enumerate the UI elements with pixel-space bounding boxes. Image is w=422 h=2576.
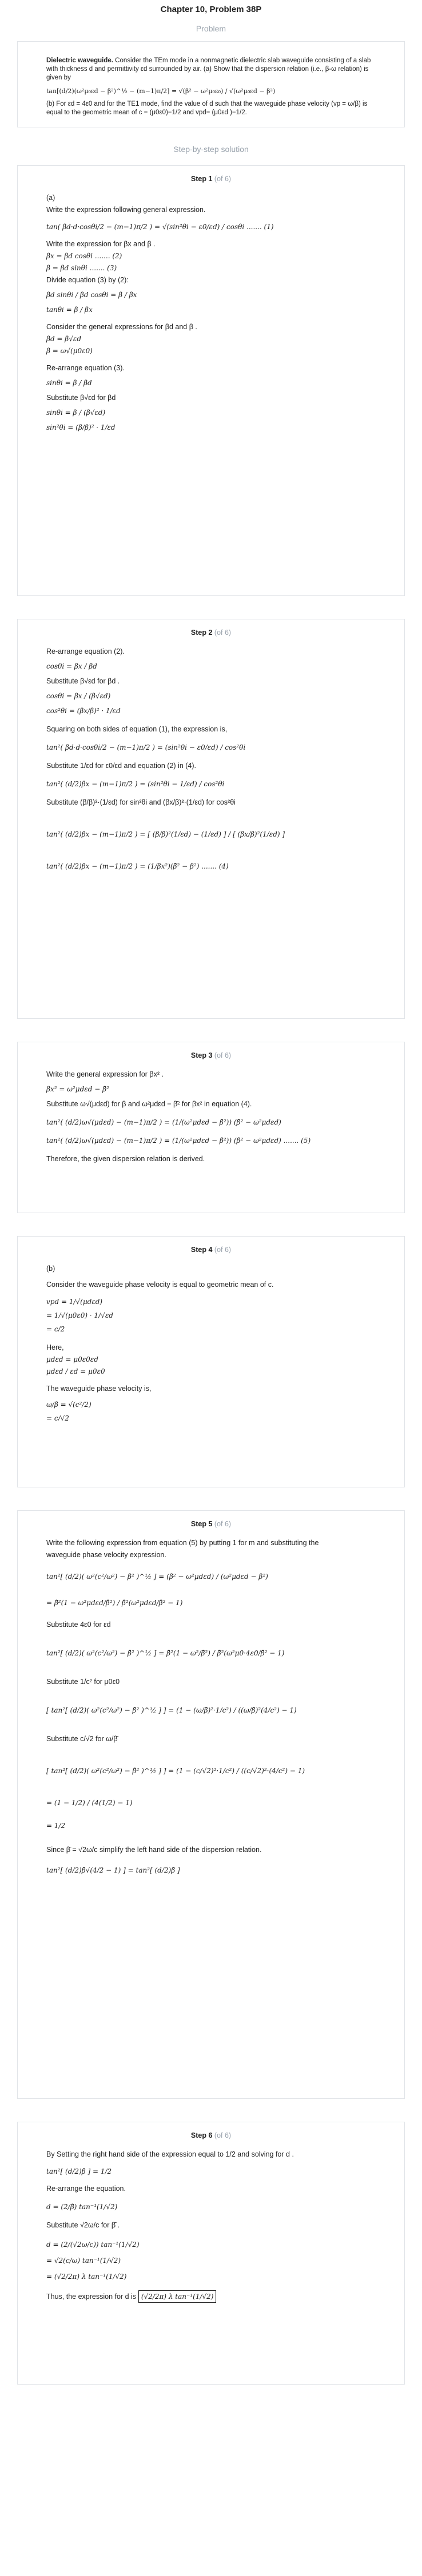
step-6-line: d = (2/(√2ω/c)) tan⁻¹(1/√2) [46,2241,140,2249]
step-2-line: tan²( βd·d·cosθi/2 − (m−1)π/2 ) = (sin²θi − ε0/εd) / cos²θi [46,743,246,751]
step-4-line: μdεd / εd = μ0ε0 [46,1367,105,1375]
step-1-line: β = ω√(μ0ε0) [46,347,93,355]
chapter-title: Chapter 10, Problem 38P [160,5,262,14]
step-4-line: vpd = 1/√(μdεd) [46,1298,103,1306]
step-4-line: = 1/√(μ0ε0) · 1/√εd [46,1311,113,1319]
step-1-line: Consider the general expressions for βd and β . [46,323,197,331]
step-4-label: Step 4 [190,1246,213,1254]
step-5-line: [ tan²[ (d/2)( ω²(c²/ω²) − β̄² )^½ ] ] = (1 − (c/√2)²·1/c²) / ((c/√2)²·(4/c²) − 1) [46,1767,305,1775]
step-2-line: cosθi = βx / (β√εd) [46,692,111,700]
step-2-line: Substitute 1/εd for ε0/εd and equation (2) in (4). [46,762,197,770]
step-1 [17,165,405,596]
step-5-line: = (1 − 1/2) / (4(1/2) − 1) [46,1799,133,1807]
step-1-line: βx = βd cosθi ....... (2) [46,252,122,260]
step-4-title [18,1246,404,1254]
step-1-line: Substitute β√εd for βd [46,394,116,402]
step-1-line: βd sinθi / βd cosθi = β / βx [46,291,137,299]
step-6-of: (of 6) [214,2131,232,2139]
problem-text-b: (b) For εd = 4ε0 and for the TE1 mode, find the value of d such that the waveguide phase velocity (vp = ω/β) is equal to the geometric mean of c = (μ0ε0)−1/2 and vpd= (μ0εd )−1/2. [46,101,368,116]
step-2-label: Step 2 [190,629,213,637]
step-1-line: Divide equation (3) by (2): [46,276,129,284]
problem-equation: tan[(d/2)(ω²μ₀εd − β²)^½ − (m−1)π/2] = √(β² − ω²μ₀ε₀) / √(ω²μ₀εd − β²) [46,87,276,95]
step-5-line: Since β̄ = √2ω/c simplify the left hand side of the dispersion relation. [46,1846,262,1854]
step-6 [17,2122,405,2385]
step-5-line: Substitute 4ε0 for εd [46,1621,111,1629]
step-1-line: βd = β√εd [46,335,82,343]
step-2-line: Substitute β√εd for βd . [46,677,120,685]
step-1-line: sinθi = β / (β√εd) [46,409,106,417]
step-1-line: β = βd sinθi ....... (3) [46,264,117,272]
step-5-label: Step 5 [190,1520,213,1528]
step-1-line: Write the expression for βx and β . [46,240,156,248]
step-1-line: Write the expression following general expression. [46,206,206,214]
step-1-line: sinθi = β / βd [46,379,92,387]
step-5-line: tan²[ (d/2)( ω²(c²/ω²) − β̄² )^½ ] = (β̄² − ω²μdεd) / (ω²μdεd − β̄²) [46,1573,268,1581]
step-4 [17,1236,405,1487]
final-answer-box: (√2/2π) λ tan⁻¹(1/√2) [138,2290,217,2303]
step-1-line: tanθi = β / βx [46,306,93,314]
step-2-line: Re-arrange equation (2). [46,647,125,655]
step-3-line: tan²( (d/2)ω√(μdεd) − (m−1)π/2 ) = (1/(ω²μdεd − β̄²)) (β̄² − ω²μdεd) ....... (5) [46,1137,311,1145]
step-5-line: tan²[ (d/2)β̄√(4/2 − 1) ] = tan²[ (d/2)β̄ ] [46,1866,180,1874]
step-4-line: (b) [46,1265,55,1273]
problem-text-a [46,57,381,82]
step-1-line: tan( βd·d·cosθi/2 − (m−1)π/2 ) = √(sin²θi − ε0/εd) / cosθi ....... (1) [46,223,274,231]
step-6-label: Step 6 [190,2131,213,2139]
step-1-line: Re-arrange equation (3). [46,364,125,372]
step-2-line: tan²( (d/2)βx − (m−1)π/2 ) = [ (β/β)²(1/εd) − (1/εd) ] / [ (βx/β)²(1/εd) ] [46,830,285,838]
step-4-of: (of 6) [214,1246,232,1254]
step-6-final [46,2290,381,2303]
step-2-of: (of 6) [214,629,232,637]
step-3-title [18,1051,404,1059]
step-3 [17,1042,405,1213]
step-2-line: tan²( (d/2)βx − (m−1)π/2 ) = (sin²θi − 1/εd) / cos²θi [46,780,225,788]
step-3-of: (of 6) [214,1051,232,1059]
step-1-line: (a) [46,194,55,202]
step-5-line: [ tan²[ (d/2)( ω²(c²/ω²) − β̄² )^½ ] ] = (1 − (ω/β̄)²·1/c²) / ((ω/β̄)²(4/c²) − 1) [46,1706,297,1714]
step-5-title [18,1520,404,1528]
step-5 [17,1510,405,2099]
step-5-of: (of 6) [214,1520,232,1528]
step-2-line: cos²θi = (βx/β)² · 1/εd [46,707,121,715]
step-6-line: tan²[ (d/2)β̄ ] = 1/2 [46,2167,112,2175]
step-4-line: The waveguide phase velocity is, [46,1385,152,1393]
step-6-line: Re-arrange the equation. [46,2185,126,2193]
step-1-of: (of 6) [214,175,232,183]
step-5-line: Substitute 1/c² for μ0ε0 [46,1678,120,1686]
step-2-line: Substitute (β/β)²·(1/εd) for sin²θi and (βx/β)²·(1/εd) for cos²θi [46,798,236,806]
solution-heading: Step-by-step solution [173,145,249,154]
problem-body-a: Consider the TEm mode in a nonmagnetic dielectric slab waveguide consisting of a slab with thickness d and permittivity εd surrounded by air. (a) Show that the dispersion relation (i.e., β-ω relation) is given by [46,57,371,81]
step-3-line: Write the general expression for βx² . [46,1070,164,1078]
step-2-line: cosθi = βx / βd [46,662,97,670]
step-2-line: tan²( (d/2)βx − (m−1)π/2 ) = (1/βx²)(β̄² − β²) ....... (4) [46,862,229,870]
step-2 [17,619,405,1019]
step-2-title [18,629,404,637]
step-5-line: waveguide phase velocity expression. [46,1551,166,1559]
step-5-line: = β̄²(1 − ω²μdεd/β̄²) / β̄²(ω²μdεd/β̄² − 1) [46,1599,183,1607]
step-3-line: tan²( (d/2)ω√(μdεd) − (m−1)π/2 ) = (1/(ω²μdεd − β̄²)) (β̄² − ω²μdεd) [46,1118,281,1126]
step-6-line: = √2(c/ω) tan⁻¹(1/√2) [46,2257,121,2265]
step-6-line: = (√2/2π) λ tan⁻¹(1/√2) [46,2273,127,2281]
step-6-line: Substitute √2ω/c for β̄ . [46,2221,120,2229]
step-1-line: sin²θi = (β/β)² · 1/εd [46,423,116,431]
problem-lead: Dielectric waveguide. [46,57,113,64]
problem-box [17,41,405,127]
step-3-line: Therefore, the given dispersion relation is derived. [46,1155,205,1163]
step-5-line: tan²[ (d/2)( ω²(c²/ω²) − β̄² )^½ ] = β̄²(1 − ω²/β̄²) / β̄²(ω²μ0·4ε0/β̄² − 1) [46,1649,285,1657]
step-1-label: Step 1 [190,175,213,183]
step-6-line: d = (2/β̄) tan⁻¹(1/√2) [46,2203,118,2211]
problem-heading: Problem [196,24,226,33]
step-5-line: Write the following expression from equation (5) by putting 1 for m and substituting the [46,1539,319,1547]
step-3-line: βx² = ω²μdεd − β̄² [46,1085,109,1093]
step-2-line: Squaring on both sides of equation (1), the expression is, [46,725,228,733]
step-4-line: Here, [46,1343,64,1351]
step-4-line: μdεd = μ0ε0εd [46,1355,98,1363]
step-6-line: By Setting the right hand side of the expression equal to 1/2 and solving for d . [46,2150,294,2158]
step-5-line: Substitute c/√2 for ω/β̄ [46,1735,118,1743]
step-4-line: = c/2 [46,1325,65,1333]
step-6-title [18,2131,404,2139]
step-6-final-label: Thus, the expression for d is [46,2293,137,2301]
step-3-line: Substitute ω√(μdεd) for β and ω²μdεd − β̄² for βx² in equation (4). [46,1100,252,1108]
step-4-line: Consider the waveguide phase velocity is equal to geometric mean of c. [46,1281,274,1289]
step-4-line: ω/β̄ = √(c²/2) [46,1401,91,1409]
step-1-title [18,175,404,183]
step-3-label: Step 3 [190,1051,213,1059]
step-5-line: = 1/2 [46,1822,66,1830]
step-4-line: = c/√2 [46,1414,69,1422]
